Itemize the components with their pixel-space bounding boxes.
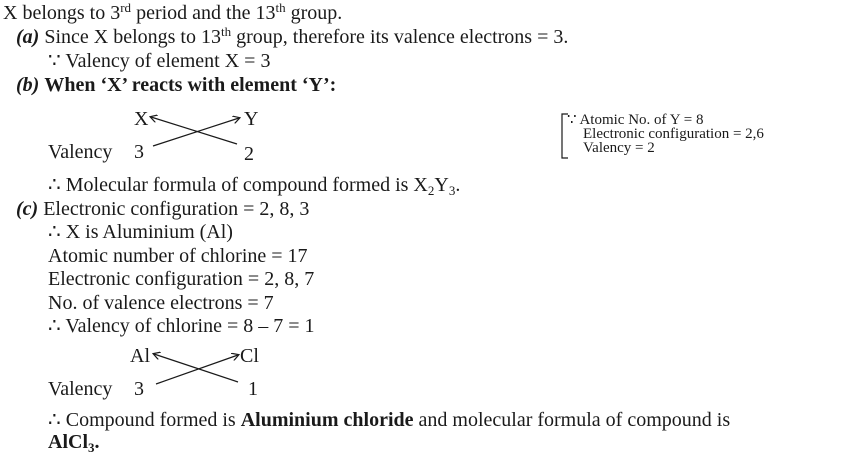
side-note-line-1: ∵ Atomic No. of Y = 8 — [567, 112, 704, 128]
side-note-line-2: Electronic configuration = 2,6 — [583, 126, 764, 142]
part-c-line-5: No. of valence electrons = 7 — [48, 292, 274, 314]
part-a-line-1: (a) Since X belongs to 13th group, therefore its valence electrons = 3. — [16, 24, 569, 48]
cross-cl-valency: 1 — [248, 378, 258, 400]
valency-label-c: Valency — [48, 378, 113, 400]
cross-y-symbol: Y — [244, 108, 259, 130]
cross-al-valency: 3 — [134, 378, 144, 400]
part-c-line-3: Atomic number of chlorine = 17 — [48, 245, 308, 267]
arrow-to-al — [154, 354, 238, 382]
part-c-line-2: ∴ X is Aluminium (Al) — [48, 221, 233, 243]
cross-arrows-b — [145, 110, 245, 155]
aluminium-chloride-formula: AlCl$_3$. — [48, 431, 100, 455]
intro-line: X belongs to 3rd period and the 13th group. — [3, 0, 343, 24]
part-c-label: (c) — [16, 198, 39, 220]
part-c-line-1: (c) Electronic configuration = 2, 8, 3 — [16, 198, 310, 220]
part-c-line-4: Electronic configuration = 2, 8, 7 — [48, 268, 315, 290]
cross-al-symbol: Al — [130, 345, 150, 367]
part-b-heading: (b) When ‘X’ reacts with element ‘Y’: — [16, 74, 337, 96]
valency-label-b: Valency — [48, 141, 113, 163]
part-a-line-2: ∵ Valency of element X = 3 — [48, 50, 271, 72]
conclusion-line: ∴ Compound formed is Aluminium chloride and molecular formula of compound is — [48, 409, 731, 431]
cross-arrows-c — [148, 346, 244, 391]
part-b-label: (b) — [16, 74, 40, 96]
cross-cl-symbol: Cl — [240, 345, 259, 367]
part-a-label: (a) — [16, 26, 40, 48]
side-note-line-3: Valency = 2 — [583, 140, 655, 156]
cross-y-valency: 2 — [244, 143, 254, 165]
arrow-to-x — [151, 117, 237, 144]
cross-x-symbol: X — [134, 108, 149, 130]
molecular-formula-line: ∴ Molecular formula of compound formed is $X_2Y_3$. — [48, 174, 461, 198]
part-c-line-6: ∴ Valency of chlorine = 8 – 7 = 1 — [48, 315, 315, 337]
cross-x-valency: 3 — [134, 141, 144, 163]
